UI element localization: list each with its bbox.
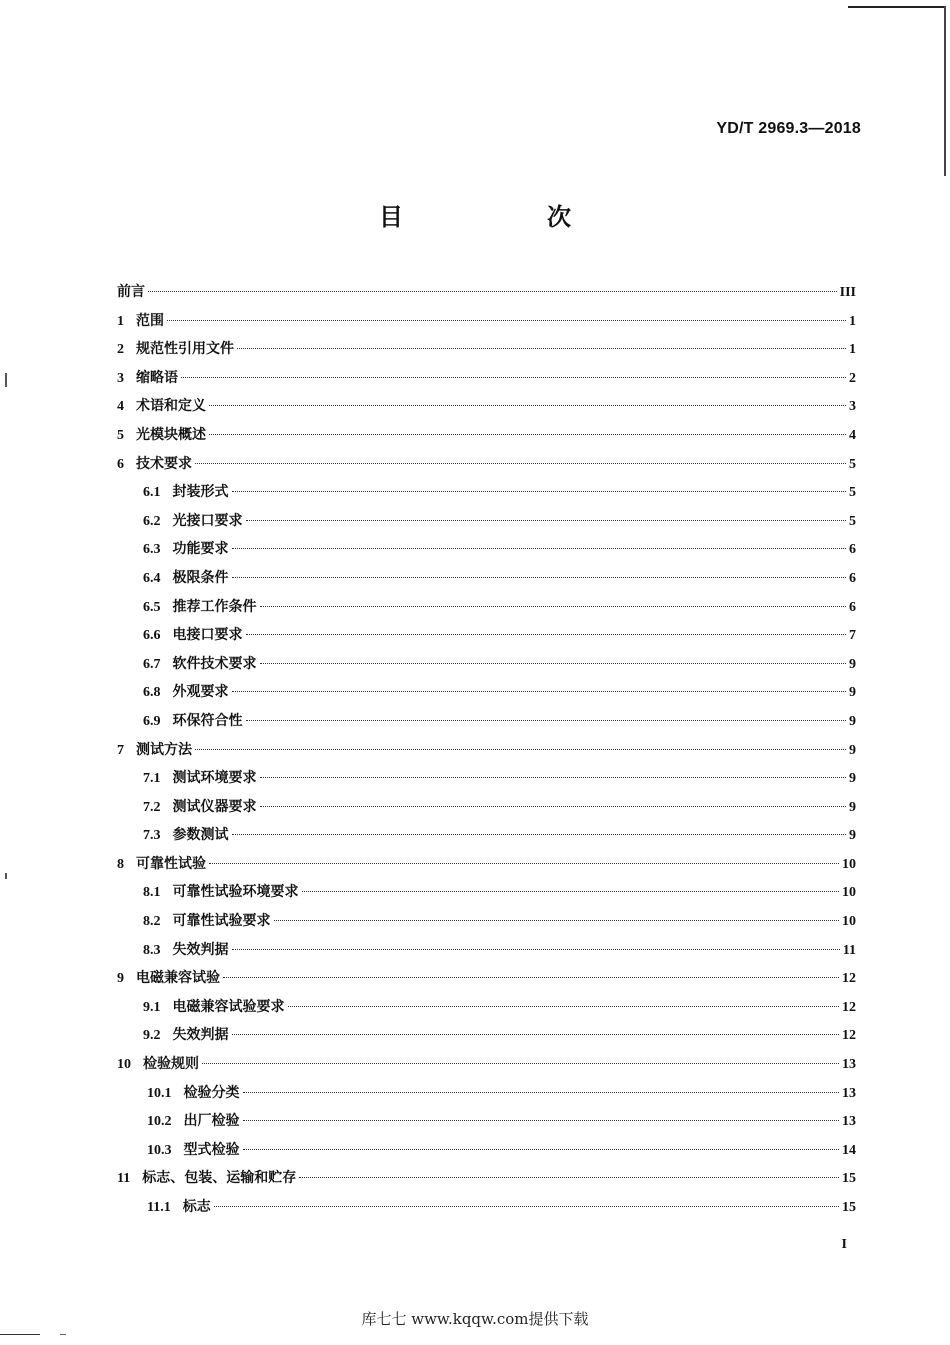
toc-entry-page: 12 [842, 971, 856, 987]
toc-entry-page: 9 [849, 742, 856, 758]
toc-entry-page: 1 [849, 313, 856, 329]
toc-entry[interactable] [117, 793, 856, 822]
toc-entry-page: 7 [849, 628, 856, 644]
toc-entry-title: 检验分类 [183, 1084, 240, 1101]
toc-entry-number: 4 [117, 399, 124, 415]
toc-leader-dots [246, 720, 847, 721]
toc-entry-number: 9.1 [143, 999, 161, 1015]
toc-entry-number: 9 [117, 971, 124, 987]
toc-entry[interactable] [117, 450, 856, 479]
toc-entry-title: 极限条件 [172, 569, 229, 586]
toc-entry-title: 推荐工作条件 [172, 598, 257, 615]
toc-leader-dots [288, 1006, 840, 1007]
toc-entry-title: 软件技术要求 [172, 655, 257, 672]
toc-entry[interactable] [117, 650, 856, 679]
toc-leader-dots [243, 1092, 840, 1093]
toc-entry-title: 光接口要求 [172, 512, 243, 529]
toc-entry-title: 标志、包装、运输和贮存 [142, 1170, 297, 1187]
toc-entry[interactable] [117, 1021, 856, 1050]
toc-entry-title: 测试方法 [136, 741, 192, 758]
toc-entry[interactable] [117, 707, 856, 736]
toc-leader-dots [246, 520, 847, 521]
toc-entry-number: 8.2 [143, 914, 161, 930]
toc-entry-title: 缩略语 [136, 369, 178, 386]
toc-entry-page: 12 [842, 1028, 856, 1044]
toc-entry-title: 技术要求 [136, 455, 192, 472]
toc-leader-dots [232, 491, 847, 492]
toc-entry-title: 环保符合性 [172, 712, 243, 729]
toc-entry-page: 9 [849, 828, 856, 844]
toc-entry-page: 6 [849, 599, 856, 615]
toc-entry-number: 10.2 [147, 1114, 172, 1130]
toc-entry[interactable] [117, 1164, 856, 1193]
toc-entry-title: 范围 [136, 312, 164, 329]
toc-entry-number: 6.2 [143, 513, 161, 529]
toc-entry-number: 6.4 [143, 570, 161, 586]
toc-entry-title: 失效判据 [172, 1027, 229, 1044]
toc-entry-page: 15 [842, 1200, 856, 1215]
toc-entry[interactable] [117, 878, 856, 907]
toc-entry-number: 7 [117, 742, 124, 758]
toc-entry-title: 测试仪器要求 [172, 798, 257, 815]
toc-entry[interactable] [117, 993, 856, 1022]
toc-entry-title: 电磁兼容试验 [136, 970, 220, 987]
toc-entry-number: 7.2 [143, 799, 161, 815]
toc-entry[interactable] [117, 1050, 856, 1079]
toc-entry-page: 13 [842, 1057, 856, 1073]
toc-entry-title: 可靠性试验环境要求 [172, 884, 299, 901]
toc-entry[interactable] [117, 907, 856, 936]
toc-entry-title: 前言 [117, 284, 145, 300]
toc-leader-dots [260, 777, 847, 778]
toc-entry-number: 8 [117, 856, 124, 872]
toc-entry-number: 6.3 [143, 542, 161, 558]
toc-entry[interactable] [117, 1107, 856, 1136]
toc-entry-page: 11 [842, 942, 856, 958]
scan-edge-bottom [0, 1334, 40, 1335]
toc-entry-number: 6.7 [143, 656, 161, 672]
toc-entry-page: 10 [842, 856, 856, 872]
toc-leader-dots [202, 1063, 839, 1064]
toc-entry-page: 9 [849, 771, 856, 787]
toc-entry-page: 12 [842, 999, 856, 1015]
toc-entry-title: 外观要求 [172, 684, 229, 701]
toc-entry[interactable] [117, 678, 856, 707]
toc-entry-page: 9 [849, 799, 856, 815]
toc-leader-dots [167, 320, 846, 321]
toc-entry[interactable] [117, 421, 856, 450]
scan-mark [5, 873, 7, 879]
toc-entry-page: 5 [849, 456, 856, 472]
toc-entry-title: 电磁兼容试验要求 [172, 998, 285, 1015]
toc-entry-page: 6 [849, 542, 856, 558]
toc-entry-page: 4 [849, 427, 856, 443]
toc-entry[interactable] [117, 392, 856, 421]
toc-entry-page: 14 [842, 1142, 856, 1158]
toc-entry-number: 6 [117, 456, 124, 472]
footer-watermark: 库七七 www.kqqw.com提供下载 [361, 1310, 589, 1328]
toc-leader-dots [209, 405, 846, 406]
toc-entry-number: 10.1 [147, 1085, 172, 1101]
toc-entry[interactable] [117, 821, 856, 850]
toc-leader-dots [195, 749, 846, 750]
toc-entry-title: 失效判据 [172, 941, 229, 958]
toc-entry-number: 2 [117, 342, 124, 358]
scan-mark [5, 373, 7, 387]
toc-entry[interactable] [117, 736, 856, 765]
toc-leader-dots [243, 1120, 840, 1121]
toc-leader-dots [299, 1177, 839, 1178]
toc-entry[interactable] [117, 1136, 856, 1165]
toc-entry-page: 6 [849, 570, 856, 586]
toc-entry-page: 3 [849, 399, 856, 415]
scan-edge-right [944, 6, 946, 176]
toc-entry-page: 5 [849, 513, 856, 529]
toc-entry-number: 9.2 [143, 1028, 161, 1044]
toc-entry-number: 11.1 [147, 1200, 171, 1215]
toc-entry-title: 标志 [182, 1199, 211, 1215]
toc-entry-title: 电接口要求 [172, 627, 243, 644]
toc-entry-page: 5 [849, 485, 856, 501]
toc-entry[interactable] [117, 478, 856, 507]
document-code: YD/T 2969.3—2018 [716, 120, 861, 137]
toc-leader-dots [243, 1149, 840, 1150]
toc-entry-title: 可靠性试验 [136, 855, 206, 872]
toc-entry[interactable] [117, 1193, 856, 1222]
toc-leader-dots [260, 663, 847, 664]
toc-entry-page: III [839, 285, 856, 300]
toc-entry-number: 11 [117, 1171, 131, 1187]
toc-entry-page: 13 [842, 1114, 856, 1130]
toc-entry[interactable] [117, 1079, 856, 1108]
toc-entry[interactable] [117, 307, 856, 336]
toc-entry-title: 出厂检验 [183, 1113, 240, 1130]
toc-entry-page: 9 [849, 685, 856, 701]
toc-leader-dots [246, 634, 847, 635]
toc-entry[interactable] [117, 364, 856, 393]
toc-entry-title: 测试环境要求 [172, 770, 257, 787]
scan-edge-top [848, 6, 946, 8]
toc-entry-title: 封装形式 [172, 484, 229, 501]
toc-entry-number: 1 [117, 313, 124, 329]
toc-leader-dots [260, 606, 847, 607]
table-of-contents [117, 278, 856, 1222]
toc-entry-number: 7.1 [143, 771, 161, 787]
toc-entry-number: 6.6 [143, 628, 161, 644]
toc-entry[interactable] [117, 278, 856, 307]
toc-leader-dots [302, 891, 840, 892]
toc-entry-number: 8.3 [143, 942, 161, 958]
toc-entry-number: 6.8 [143, 685, 161, 701]
toc-entry[interactable] [117, 564, 856, 593]
toc-leader-dots [260, 806, 847, 807]
toc-entry[interactable] [117, 507, 856, 536]
toc-leader-dots [232, 1034, 840, 1035]
toc-entry[interactable] [117, 850, 856, 879]
toc-entry-number: 6.5 [143, 599, 161, 615]
toc-entry-number: 8.1 [143, 885, 161, 901]
toc-entry-title: 光模块概述 [136, 426, 206, 443]
toc-entry-title: 术语和定义 [136, 398, 206, 415]
toc-leader-dots [232, 834, 847, 835]
toc-entry-number: 10.3 [147, 1142, 172, 1158]
toc-entry-title: 规范性引用文件 [136, 341, 234, 358]
toc-entry-number: 5 [117, 427, 124, 443]
toc-entry-page: 10 [842, 914, 856, 930]
toc-entry-title: 参数测试 [172, 827, 229, 844]
scan-edge-bottom-mark [60, 1334, 66, 1335]
toc-leader-dots [209, 863, 839, 864]
toc-leader-dots [209, 434, 846, 435]
toc-leader-dots [237, 348, 846, 349]
toc-entry-number: 6.9 [143, 713, 161, 729]
toc-entry[interactable] [117, 535, 856, 564]
toc-entry-page: 1 [849, 342, 856, 358]
toc-entry-page: 2 [849, 370, 856, 386]
toc-leader-dots [232, 691, 847, 692]
page-title: 目 次 [379, 203, 631, 231]
toc-leader-dots [214, 1206, 839, 1207]
toc-entry-title: 检验规则 [143, 1056, 199, 1073]
toc-leader-dots [232, 577, 847, 578]
toc-leader-dots [232, 949, 840, 950]
toc-entry[interactable] [117, 335, 856, 364]
toc-entry-title: 功能要求 [172, 541, 229, 558]
toc-entry-number: 6.1 [143, 485, 161, 501]
toc-leader-dots [223, 977, 839, 978]
toc-entry-title: 型式检验 [183, 1141, 240, 1158]
toc-leader-dots [148, 291, 837, 292]
toc-entry[interactable] [117, 964, 856, 993]
toc-entry[interactable] [117, 593, 856, 622]
toc-leader-dots [181, 377, 846, 378]
toc-entry-number: 3 [117, 370, 124, 386]
toc-leader-dots [232, 548, 847, 549]
toc-entry-page: 9 [849, 656, 856, 672]
toc-entry-page: 15 [842, 1171, 856, 1187]
toc-entry-title: 可靠性试验要求 [172, 913, 271, 930]
toc-entry[interactable] [117, 621, 856, 650]
toc-entry-page: 10 [842, 885, 856, 901]
toc-leader-dots [274, 920, 840, 921]
toc-entry-number: 10 [117, 1057, 131, 1073]
toc-entry-page: 9 [849, 713, 856, 729]
toc-entry-number: 7.3 [143, 828, 161, 844]
page-number: I [841, 1237, 847, 1252]
toc-entry[interactable] [117, 936, 856, 965]
toc-entry[interactable] [117, 764, 856, 793]
toc-leader-dots [195, 463, 846, 464]
toc-entry-page: 13 [842, 1085, 856, 1101]
